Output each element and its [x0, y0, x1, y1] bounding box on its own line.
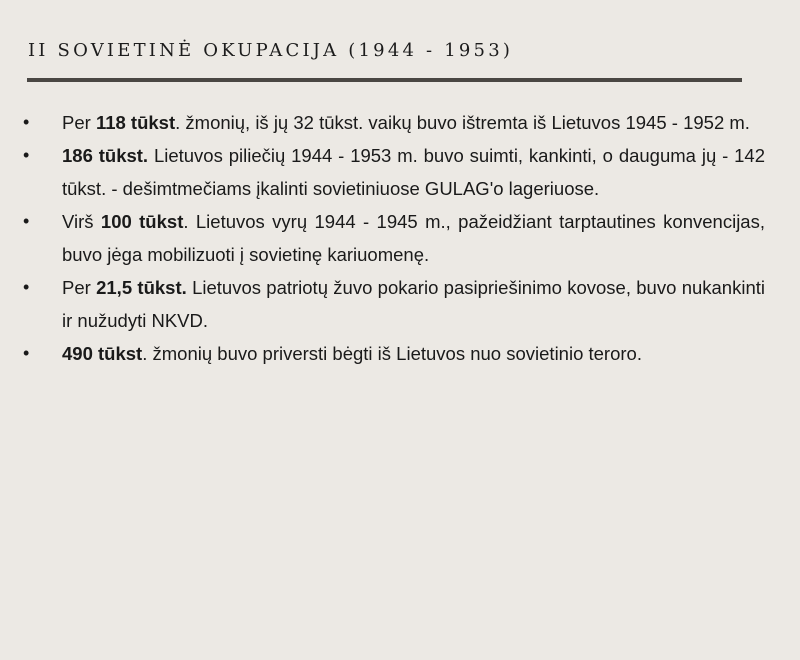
fact-text [62, 211, 765, 265]
bullet-icon: • [23, 277, 30, 297]
fact-highlight: 186 tūkst. [62, 145, 149, 166]
fact-text [62, 145, 765, 199]
fact-item [20, 337, 765, 370]
fact-item [20, 271, 765, 337]
fact-text [62, 112, 750, 133]
fact-body: . žmonių buvo priversti bėgti iš Lietuvos nuo sovietinio teroro. [142, 343, 642, 364]
bullet-icon: • [23, 343, 30, 363]
fact-text [62, 343, 642, 364]
fact-body: . žmonių, iš jų 32 tūkst. vaikų buvo ištremta iš Lietuvos 1945 - 1952 m. [175, 112, 750, 133]
fact-prefix: Per [62, 112, 96, 133]
fact-highlight: 21,5 tūkst. [96, 277, 187, 298]
fact-item [20, 106, 765, 139]
fact-item [20, 205, 765, 271]
fact-body: . Lietuvos vyrų 1944 - 1945 m., pažeidžiant tarptautines konvencijas, buvo jėga mobilizuoti į sovietinę kariuomenę. [62, 211, 765, 265]
fact-highlight: 490 tūkst [62, 343, 143, 364]
page-title: II SOVIETINĖ OKUPACIJA (1944 - 1953) [28, 40, 514, 61]
fact-prefix: Per [62, 277, 97, 298]
fact-highlight: 100 tūkst [100, 211, 184, 232]
bullet-icon: • [23, 211, 30, 231]
fact-body: Lietuvos patriotų žuvo pokario pasipriešinimo kovose, buvo nukankinti ir nužudyti NKVD. [62, 277, 765, 331]
fact-body: Lietuvos piliečių 1944 - 1953 m. buvo suimti, kankinti, o dauguma jų - 142 tūkst. - dešimtmečiams įkalinti sovietiniuose GULAG'o lageriuose. [62, 145, 765, 199]
bullet-icon: • [23, 145, 30, 165]
bullet-icon: • [23, 112, 30, 132]
fact-text [62, 277, 765, 331]
title-divider [27, 78, 742, 82]
facts-list [20, 106, 765, 370]
fact-highlight: 118 tūkst [95, 112, 176, 133]
fact-prefix: Virš [62, 211, 101, 232]
fact-item [20, 139, 765, 205]
